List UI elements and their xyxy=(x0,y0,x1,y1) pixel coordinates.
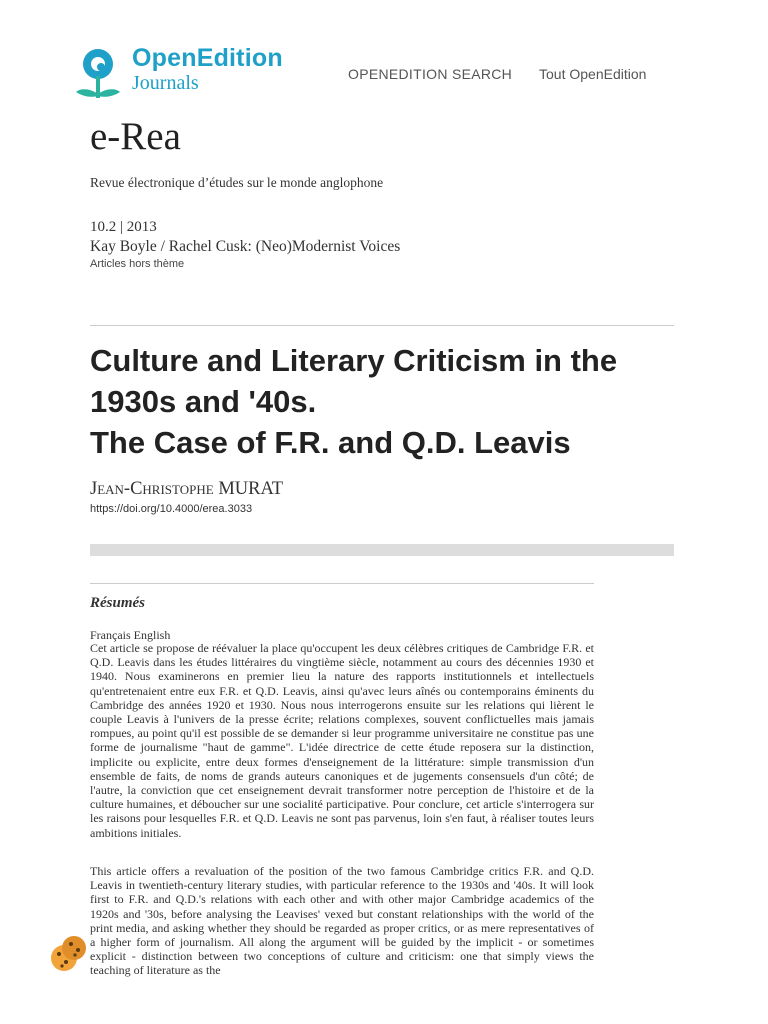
abstracts-heading: Résumés xyxy=(90,595,146,611)
divider xyxy=(90,583,594,584)
cookie-icon xyxy=(50,934,90,974)
openedition-logo[interactable] xyxy=(72,44,302,106)
abstract-french: Cet article se propose de réévaluer la place qu'occupent les deux célèbres critiques de Cambridge F.R. et Q.D. Leavis dans les études littéraires du vingtième siècle, notamment au cours des décennies 1930 et 1940. Nous examinerons en premier lieu la nature des rapports institutionnels et intellectuels qu'entretenaient entre eux F.R. et Q.D. Leavis, ainsi qu'avec leurs aînés ou contemporains éminents du Cambridge des années 1920 et 1930. Nous nous interrogerons ensuite sur les relations qui lièrent le couple Leavis à l'univers de la presse écrite; relations complexes, souvent conflictuelles mais jamais rompues, au point qu'il est possible de se demander si leur programme universitaire ne constitue pas une forme de journalisme "haut de gamme". L'idée directrice de cette étude reposera sur la distinction, implicite ou explicite, entre deux formes d'enseignement de la littérature: simple transmission d'un ensemble de faits, de noms de grands auteurs canoniques et de jugements consensuels d'un côté; de l'autre, la conviction que cet enseignement devrait transformer notre perception de l'histoire et de la culture humaines, et déboucher sur une socialité participative. Pour conclure, cet article s'interrogera sur les raisons pour lesquelles F.R. et Q.D. Leavis ne sont pas parvenus, loin s'en faut, à réaliser toutes leurs ambitions initiales. xyxy=(90,641,594,840)
site-header xyxy=(0,0,768,110)
article-title-line: 1930s and '40s. xyxy=(90,384,317,419)
nav-openedition-search[interactable]: OPENEDITION SEARCH xyxy=(348,66,513,82)
section-label[interactable]: Articles hors thème xyxy=(90,258,185,270)
article-title-line: Culture and Literary Criticism in the xyxy=(90,343,618,378)
journal-subtitle: Revue électronique d’études sur le monde anglophone xyxy=(90,175,384,190)
logo-subtitle: Journals xyxy=(132,72,199,94)
openedition-flower-icon xyxy=(72,44,128,104)
author-name[interactable]: Jean-Christophe MURAT xyxy=(90,479,284,499)
article-title-line: The Case of F.R. and Q.D. Leavis xyxy=(90,425,571,460)
cookie-settings-button[interactable] xyxy=(50,934,90,974)
abstract-english: This article offers a revaluation of the position of the two famous Cambridge critics F.R. and Q.D. Leavis in twentieth-century literary studies, with particular reference to the 1930s and '40s. It will look first to F.R. and Q.D.'s relations with each other and with other major Cambridge academics of the 1920s and '30s, before analysing the Leavises' vexed but constant relationships with the world of the print media, and asking whether they should be regarded as proper critics, or as mere representatives of a higher form of journalism. All along the argument will be guided by the implicit - or sometimes explicit - distinction between two conceptions of culture and criticism: one that simply views the teaching of literature as the xyxy=(90,864,594,978)
abstract-language-links[interactable]: Français English xyxy=(90,628,171,642)
divider xyxy=(90,325,674,326)
nav-tout-openedition[interactable]: Tout OpenEdition xyxy=(539,66,647,82)
doi-link[interactable]: https://doi.org/10.4000/erea.3033 xyxy=(90,503,253,515)
issue-number[interactable]: 10.2 | 2013 xyxy=(90,219,157,235)
issue-title[interactable]: Kay Boyle / Rachel Cusk: (Neo)Modernist Voices xyxy=(90,238,401,255)
article-title xyxy=(90,340,690,463)
toolbar-placeholder-bar xyxy=(90,544,674,556)
logo-title: OpenEdition xyxy=(132,44,283,72)
journal-title[interactable]: e-Rea xyxy=(90,115,181,158)
